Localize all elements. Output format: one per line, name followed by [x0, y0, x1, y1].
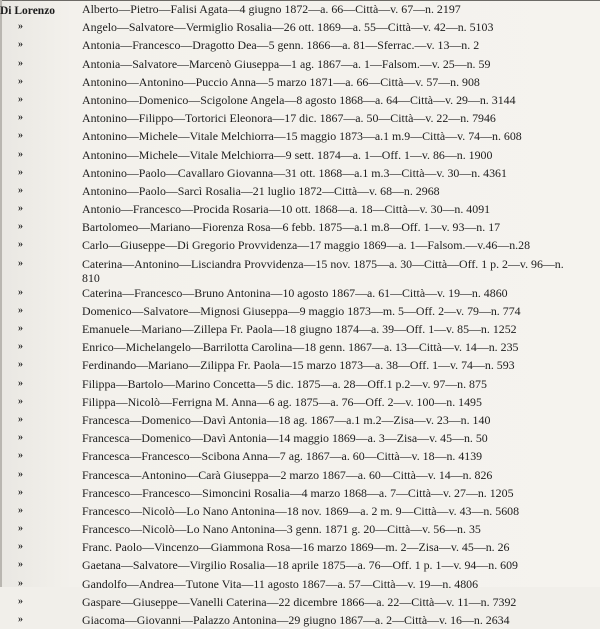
register-entry	[0, 556, 600, 574]
ditto-mark: »	[18, 184, 23, 196]
entry-text: Antonino—Domenico—Scigolone Angela—8 agosto 1868—a. 64—Città—v. 29—n. 3144	[82, 92, 516, 107]
ditto-mark: »	[18, 286, 23, 298]
ditto-mark: »	[18, 239, 23, 251]
ditto-mark: »	[18, 559, 23, 571]
ditto-mark: »	[18, 541, 23, 553]
ditto-mark: »	[18, 341, 23, 353]
ditto-mark: »	[18, 130, 23, 142]
ditto-mark: »	[18, 395, 23, 407]
entry-text: Caterina—Antonino—Lisciandra Provvidenza—15 nov. 1875—a. 30—Città—Off. 1 p. 2—v. 96—n. 810	[82, 256, 564, 285]
register-entry	[0, 127, 600, 145]
entry-text: Antonino—Filippo—Tortorici Eleonora—17 dic. 1867—a. 50—Città—v. 22—n. 7946	[82, 111, 496, 126]
register-entry	[0, 502, 600, 520]
ditto-mark: »	[18, 148, 23, 160]
register-entry	[0, 484, 600, 502]
ditto-mark: »	[18, 323, 23, 334]
register-entry	[0, 447, 600, 465]
register-entry	[0, 109, 600, 127]
register-entry	[0, 411, 600, 429]
ditto-mark: »	[18, 359, 23, 371]
ditto-mark: »	[18, 221, 23, 233]
register-entry	[0, 575, 600, 593]
ditto-mark: »	[18, 377, 23, 389]
ditto-mark: »	[18, 468, 23, 480]
entry-text: Emanuele—Mariano—Zillepa Fr. Paola—18 giugno 1874—a. 39—Off. 1—v. 85—n. 1252	[82, 322, 517, 336]
entry-text: Antonia—Francesco—Dragotto Dea—5 genn. 1866—a. 81—Sferrac.—v. 13—n. 2	[82, 38, 480, 53]
register-entry	[0, 164, 600, 182]
register-entry	[0, 55, 600, 73]
register-entry	[0, 18, 600, 36]
entry-text: Antonino—Michele—Vitale Melchiorra—9 sett. 1874—a. 1—Off. 1—v. 86—n. 1900	[82, 147, 493, 162]
ditto-mark: »	[18, 21, 23, 33]
entry-text: Antonio—Francesco—Procida Rosaria—10 ott. 1868—a. 18—Città—v. 30—n. 4091	[82, 202, 491, 217]
ditto-mark: »	[18, 614, 23, 625]
ditto-mark: »	[18, 57, 23, 69]
ditto-mark: »	[18, 486, 23, 498]
entry-text: Francesca—Francesco—Scibona Anna—7 ag. 1867—a. 60—Città—v. 18—n. 4139	[82, 449, 483, 464]
register-entry	[0, 284, 600, 302]
ditto-mark: »	[18, 504, 23, 516]
register-entry	[0, 0, 600, 18]
register-entry	[0, 338, 600, 356]
entry-text: Giacoma—Giovanni—Palazzo Antonina—29 giugno 1867—a. 2—Città—v. 16—n. 2634	[82, 613, 510, 627]
register-entry	[0, 356, 600, 374]
ditto-mark: »	[18, 39, 23, 51]
register-entry	[0, 255, 600, 284]
ditto-mark: »	[18, 595, 23, 607]
ditto-mark: »	[18, 577, 23, 589]
entry-text: Francesco—Nicolò—Lo Nano Antonina—3 genn. 1871 g. 20—Città—v. 56—n. 35	[82, 522, 481, 537]
ditto-mark: »	[18, 450, 23, 462]
register-entry	[0, 375, 600, 393]
entry-text: Angelo—Salvatore—Vermiglio Rosalia—26 ott. 1869—a. 55—Città—v. 42—n. 5103	[82, 20, 494, 35]
register-entry	[0, 538, 600, 556]
register-entry	[0, 320, 600, 338]
ditto-mark: »	[18, 166, 23, 178]
register-entry	[0, 146, 600, 164]
register-entry	[0, 429, 600, 447]
entry-text: Antonino—Antonino—Puccio Anna—5 marzo 1871—a. 66—Città—v. 57—n. 908	[82, 74, 480, 89]
surname-heading: Di Lorenzo	[0, 5, 56, 17]
entry-text: Ferdinando—Mariano—Zilippa Fr. Paola—15 marzo 1873—a. 38—Off. 1—v. 74—n. 593	[82, 358, 515, 373]
entry-text: Filippa—Nicolò—Ferrigna M. Anna—6 ag. 1875—a. 76—Off. 2—v. 100—n. 1495	[82, 394, 482, 409]
register-entry	[0, 91, 600, 109]
entry-text: Francesca—Domenico—Davì Antonia—18 ag. 1867—a.1 m.2—Zisa—v. 23—n. 140	[82, 412, 491, 427]
ditto-mark: »	[18, 75, 23, 87]
entry-text: Domenico—Salvatore—Mignosi Giuseppa—9 maggio 1873—m. 5—Off. 2—v. 79—n. 774	[82, 303, 521, 318]
register-entry	[0, 520, 600, 538]
entry-text: Enrico—Michelangelo—Barrilotta Carolina—18 genn. 1867—a. 13—Città—v. 14—n. 235	[82, 340, 519, 355]
entry-text: Gandolfo—Andrea—Tutone Vita—11 agosto 1867—a. 57—Città—v. 19—n. 4806	[82, 576, 479, 591]
ditto-mark: »	[18, 93, 23, 105]
ditto-mark: »	[18, 304, 23, 316]
entry-text: Caterina—Francesco—Bruno Antonina—10 agosto 1867—a. 61—Città—v. 19—n. 4860	[82, 285, 508, 300]
entry-text: Francesca—Domenico—Davì Antonia—14 maggio 1869—a. 3—Zisa—v. 45—n. 50	[82, 431, 488, 446]
ditto-mark: »	[18, 523, 23, 535]
register-entry	[0, 36, 600, 54]
entry-text: Antonino—Paolo—Sarcì Rosalia—21 luglio 1872—Città—v. 68—n. 2968	[82, 183, 440, 198]
entry-text: Antonia—Salvatore—Marcenò Giuseppa—1 ag. 1867—a. 1—Falsom.—v. 25—n. 59	[82, 56, 491, 71]
entry-text: Franc. Paolo—Vincenzo—Giammona Rosa—16 marzo 1869—m. 2—Zisa—v. 45—n. 26	[82, 540, 510, 555]
ditto-mark: »	[18, 432, 23, 444]
entry-text: Antonino—Michele—Vitale Melchiorra—15 maggio 1873—a.1 m.9—Città—v. 74—n. 608	[82, 129, 522, 144]
entry-text: Carlo—Giuseppe—Di Gregorio Provvidenza—17 maggio 1869—a. 1—Falsom.—v.46—n.28	[82, 238, 531, 253]
register-entry	[0, 73, 600, 91]
register-entry	[0, 200, 600, 218]
entry-text: Francesco—Francesco—Simoncini Rosalia—4 marzo 1868—a. 7—Città—v. 27—n. 1205	[82, 485, 514, 500]
entry-text: Gaetana—Salvatore—Virgilio Rosalia—18 aprile 1875—a. 76—Off. 1 p. 1—v. 94—n. 609	[82, 558, 518, 573]
entry-text: Francesco—Nicolò—Lo Nano Antonina—18 nov. 1869—a. 2 m. 9—Città—v. 43—n. 5608	[82, 503, 520, 518]
register-entry	[0, 302, 600, 320]
entry-text: Filippa—Bartolo—Marino Concetta—5 dic. 1875—a. 28—Off.1 p.2—v. 97—n. 875	[82, 376, 487, 391]
ditto-mark: »	[18, 203, 23, 215]
ditto-mark: »	[18, 112, 23, 124]
entry-text: Antonino—Paolo—Cavallaro Giovanna—31 ott. 1868—a.1 m.3—Città—v. 30—n. 4361	[82, 165, 507, 180]
register-entry	[0, 236, 600, 254]
ditto-mark: »	[18, 413, 23, 425]
entry-text: Gaspare—Giuseppe—Vanelli Caterina—22 dicembre 1866—a. 22—Città—v. 11—n. 7392	[82, 594, 517, 609]
entry-text: Francesca—Antonino—Carà Giuseppa—2 marzo 1867—a. 60—Città—v. 14—n. 826	[82, 467, 493, 482]
register-entry	[0, 218, 600, 236]
entry-text: Alberto—Pietro—Falisi Agata—4 giugno 1872—a. 66—Città—v. 67—n. 2197	[82, 2, 461, 16]
register-entry	[0, 393, 600, 411]
register-entry	[0, 182, 600, 200]
ditto-mark: »	[18, 257, 23, 269]
register-entry	[0, 611, 600, 629]
register-entry	[0, 466, 600, 484]
register-entry	[0, 593, 600, 611]
entry-text: Bartolomeo—Mariano—Fiorenza Rosa—6 febb. 1875—a.1 m.8—Off. 1—v. 93—n. 17	[82, 220, 501, 235]
